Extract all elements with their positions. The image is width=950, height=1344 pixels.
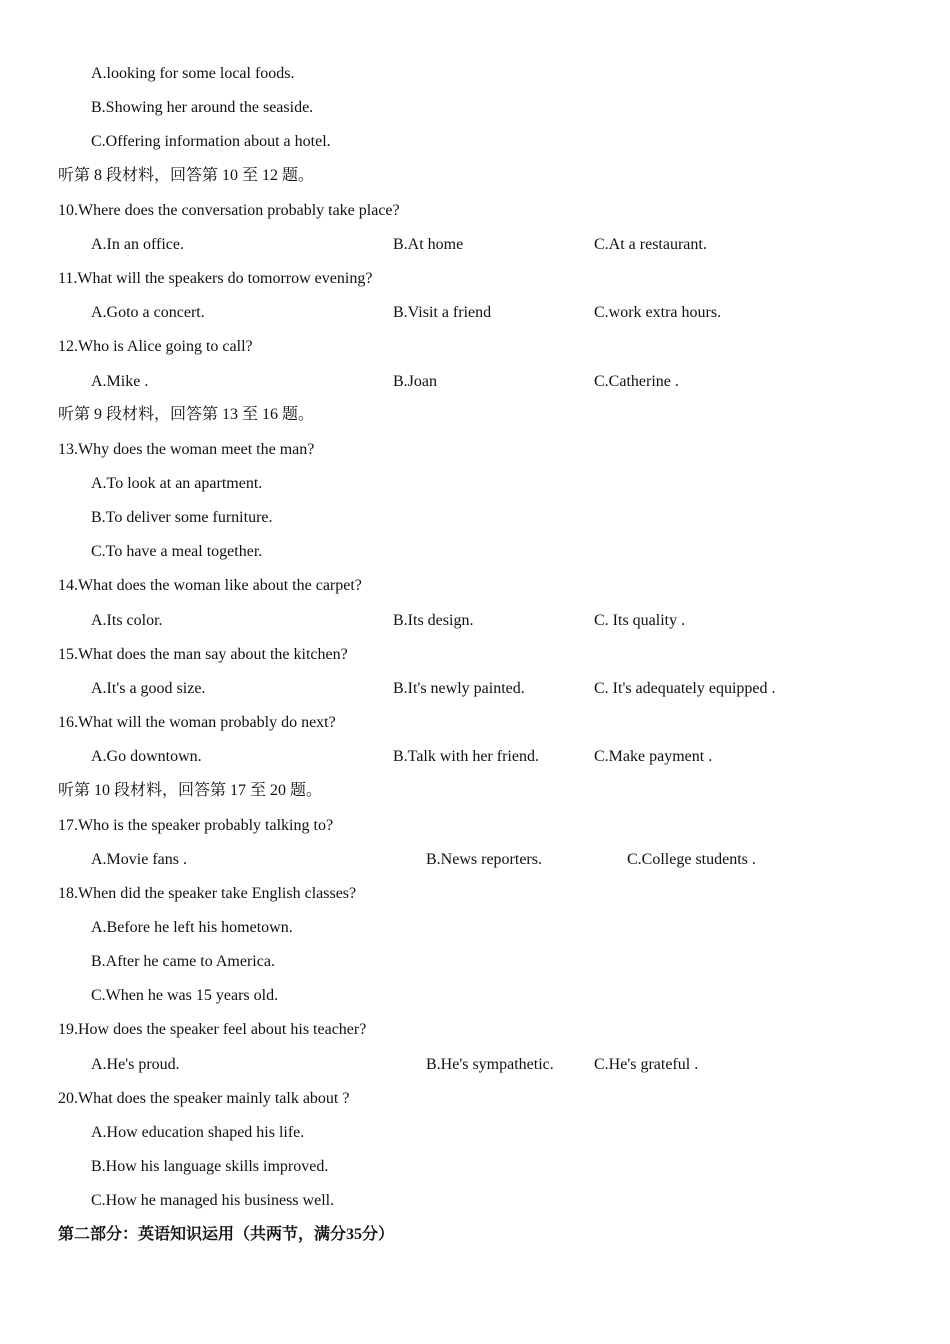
option-line: C.To have a meal together. [91,543,263,560]
section-instruction: 听第 9 段材料，回答第 13 至 16 题。 [58,406,315,423]
option-line: A.looking for some local foods. [91,65,295,82]
option-c: C.College students . [627,851,756,868]
option-a: A.It's a good size. [91,680,206,697]
option-line: B.To deliver some furniture. [91,509,273,526]
option-a: A.Its color. [91,612,163,629]
option-c: C.Catherine . [594,373,679,390]
option-b: B.It's newly painted. [393,680,525,697]
option-b: B.Its design. [393,612,474,629]
option-line: B.Showing her around the seaside. [91,99,314,116]
section-instruction: 听第 8 段材料，回答第 10 至 12 题。 [58,167,315,184]
option-b: B.News reporters. [426,851,542,868]
option-a: A.Go downtown. [91,748,202,765]
option-b: B.Talk with her friend. [393,748,539,765]
question-line: 19.How does the speaker feel about his teacher? [58,1021,367,1038]
option-b: B.At home [393,236,464,253]
question-line: 13.Why does the woman meet the man? [58,441,315,458]
option-line: A.How education shaped his life. [91,1124,305,1141]
option-b: B.He's sympathetic. [426,1056,554,1073]
option-c: C. Its quality . [594,612,686,629]
option-line: C.Offering information about a hotel. [91,133,331,150]
option-c: C.He's grateful . [594,1056,699,1073]
option-c: C. It's adequately equipped . [594,680,776,697]
option-a: A.In an office. [91,236,184,253]
option-b: B.Visit a friend [393,304,492,321]
option-line: C.When he was 15 years old. [91,987,279,1004]
option-a: A.He's proud. [91,1056,180,1073]
question-line: 17.Who is the speaker probably talking to? [58,817,334,834]
option-line: B.After he came to America. [91,953,275,970]
section-instruction: 听第 10 段材料，回答第 17 至 20 题。 [58,782,323,799]
option-b: B.Joan [393,373,437,390]
question-line: 12.Who is Alice going to call? [58,338,253,355]
question-line: 15.What does the man say about the kitchen? [58,646,348,663]
question-line: 14.What does the woman like about the carpet? [58,577,362,594]
option-line: C.How he managed his business well. [91,1192,335,1209]
option-line: B.How his language skills improved. [91,1158,329,1175]
option-line: A.Before he left his hometown. [91,919,293,936]
option-a: A.Movie fans . [91,851,187,868]
question-line: 10.Where does the conversation probably take place? [58,202,400,219]
option-c: C.Make payment . [594,748,713,765]
question-line: 16.What will the woman probably do next? [58,714,336,731]
part-heading: 第二部分：英语知识运用（共两节，满分35分） [58,1226,395,1243]
question-line: 18.When did the speaker take English classes? [58,885,357,902]
option-a: A.Goto a concert. [91,304,205,321]
option-c: C.work extra hours. [594,304,722,321]
question-line: 11.What will the speakers do tomorrow evening? [58,270,373,287]
option-a: A.Mike . [91,373,149,390]
question-line: 20.What does the speaker mainly talk about ? [58,1090,350,1107]
option-c: C.At a restaurant. [594,236,707,253]
option-line: A.To look at an apartment. [91,475,263,492]
